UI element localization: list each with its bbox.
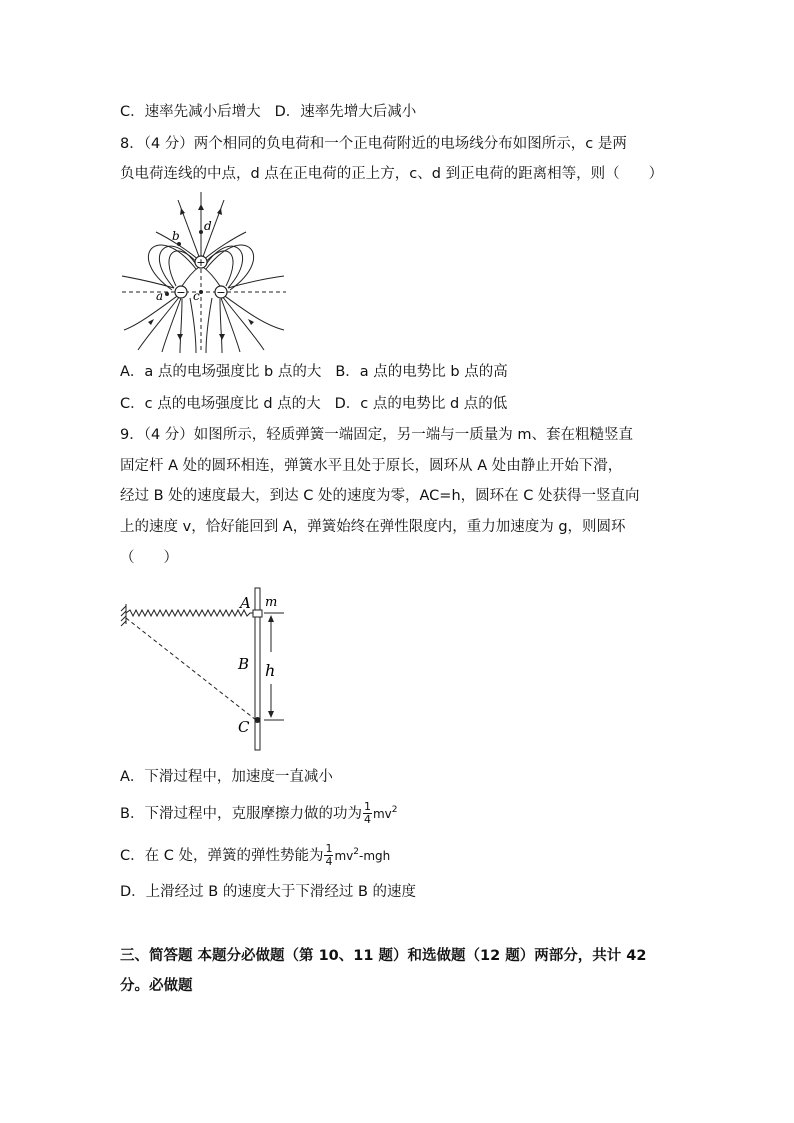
q8-option-b: B．a 点的电势比 b 点的高 [335,364,508,380]
spring [126,610,254,616]
q9-option-d: D．上滑经过 B 的速度大于下滑经过 B 的速度 [120,884,416,900]
q9-option-c-exponent: 2 [353,847,359,857]
label-a: a [156,289,164,303]
q7-option-c: C．速率先减小后增大 [120,104,261,120]
q9-option-c-fraction [324,843,333,868]
section3-heading-line2: 分。必做题 [120,978,193,994]
q8-options-cd [120,394,507,414]
label-A: A [240,594,251,612]
label-m: m [265,595,278,610]
ring-at-a [253,610,262,617]
label-C: C [238,718,250,736]
q8-option-a: A．a 点的电场强度比 b 点的大 [120,364,322,380]
fraction-denominator: 4 [325,855,333,869]
point-a [165,292,169,296]
label-c: c [193,289,200,303]
q9-stem-line4: 上的速度 v，恰好能回到 A，弹簧始终在弹性限度内，重力加速度为 g，则圆环 [120,519,626,535]
q9-option-b-exponent: 2 [391,805,398,815]
fraction-numerator: 1 [363,800,371,814]
point-c-on-rod [255,717,261,723]
q8-option-c: C．c 点的电场强度比 d 点的大 [120,396,321,412]
q9-stem-line3: 经过 B 处的速度最大，到达 C 处的速度为零，AC=h，圆环在 C 处获得一竖直向 [120,488,640,504]
spring-stretched-dashed-line [126,618,256,720]
q8-stem-line1: 8．（4 分）两个相同的负电荷和一个正电荷附近的电场线分布如图所示，c 是两 [120,136,627,152]
q9-spring-rod-figure [118,584,298,756]
label-B: B [238,655,250,673]
q9-option-b-mv: mv [372,806,392,821]
q8-field-line-figure [118,190,290,355]
q8-stem-line2: 负电荷连线的中点，d 点在正电荷的正上方，c、d 到正电荷的距离相等，则（ ） [120,166,664,182]
label-b: b [172,229,180,243]
fraction-denominator: 4 [363,813,371,827]
positive-charge-label: + [196,256,206,269]
q9-option-c-mv: mv [334,848,354,863]
q9-option-c-text: C．在 C 处，弹簧的弹性势能为 [120,847,324,864]
q9-option-c [120,842,390,868]
point-d [199,230,203,234]
fraction-numerator: 1 [325,842,333,856]
q9-option-b-fraction [363,801,372,826]
q9-stem-line2: 固定杆 A 处的圆环相连，弹簧水平且处于原长，圆环从 A 处由静止开始下滑， [120,458,623,474]
negative-charge-right-label: − [216,286,226,299]
label-h: h [265,661,276,680]
q9-stem-line5: （ ） [120,550,178,566]
q8-option-d: D．c 点的电势比 d 点的低 [334,396,508,412]
q9-option-a: A．下滑过程中，加速度一直减小 [120,769,333,785]
q9-option-b-text: B．下滑过程中，克服摩擦力做的功为 [120,805,362,822]
negative-charge-left-label: − [176,286,186,299]
q9-option-b [120,800,397,826]
q7-options-cd [120,102,416,122]
section3-heading-line1: 三、简答题 本题分必做题（第 10、11 题）和选做题（12 题）两部分，共计 42 [120,948,647,964]
label-d: d [204,219,212,233]
q8-options-ab [120,362,508,382]
q9-option-c-mgh: -mgh [359,848,391,863]
q9-stem-line1: 9．（4 分）如图所示，轻质弹簧一端固定，另一端与一质量为 m、套在粗糙竖直 [120,427,634,443]
q7-option-d: D．速率先增大后减小 [274,104,417,120]
